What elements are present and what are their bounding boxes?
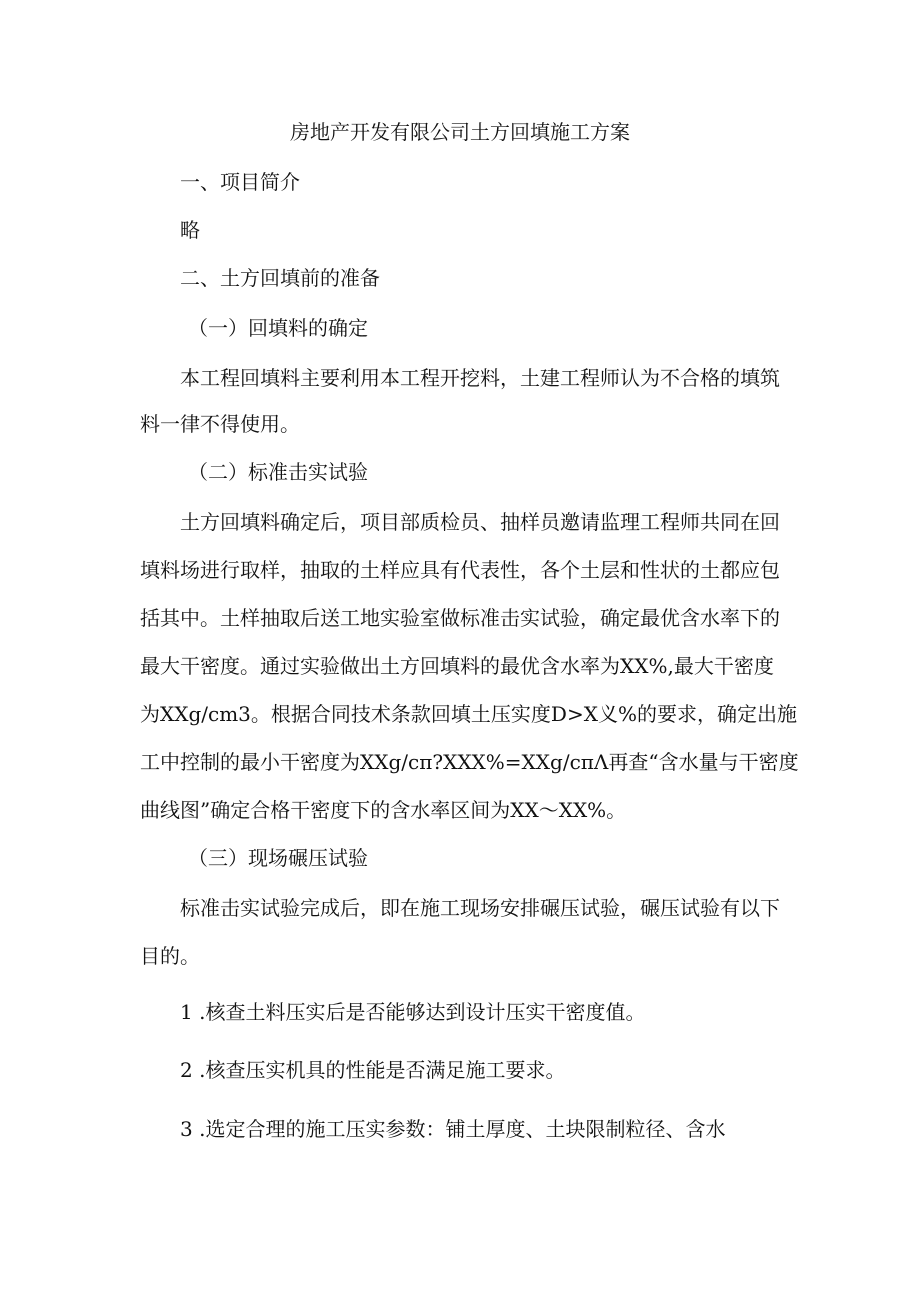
section-body-1: 略 [180,218,200,242]
paragraph-line: 最大干密度。通过实验做出土方回填料的最优含水率为XX%,最大干密度 [140,654,774,678]
paragraph-line: 土方回填料确定后，项目部质检员、抽样员邀请监理工程师共同在回 [180,510,780,534]
section-heading-1: 一、项目简介 [180,170,300,194]
document-title: 房地产开发有限公司土方回填施工方案 [290,120,630,144]
section-heading-2: 二、土方回填前的准备 [180,266,380,290]
paragraph-line: 料一律不得使用。 [140,412,300,436]
subsection-heading-3: （三）现场碾压试验 [188,846,368,870]
subsection-heading-2: （二）标准击实试验 [188,460,368,484]
list-item-3: 3 .选定合理的施工压实参数：铺土厚度、土块限制粒径、含水 [180,1117,726,1141]
paragraph-line: 标准击实试验完成后，即在施工现场安排碾压试验，碾压试验有以下 [180,896,780,920]
paragraph-line: 目的。 [140,944,200,968]
paragraph-line: 填料场进行取样，抽取的土样应具有代表性，各个土层和性状的土都应包 [140,558,780,582]
paragraph-line: 曲线图”确定合格干密度下的含水率区间为XX〜XX%。 [140,798,627,822]
paragraph-line: 工中控制的最小干密度为XXg∕cπ?XXX%=XXg∕cπΛ再查“含水量与干密度 [140,750,799,774]
paragraph-line: 括其中。土样抽取后送工地实验室做标准击实试验，确定最优含水率下的 [140,606,780,630]
paragraph-line: 本工程回填料主要利用本工程开挖料，土建工程师认为不合格的填筑 [180,366,780,390]
subsection-heading-1: （一）回填料的确定 [188,316,368,340]
list-item-2: 2 .核查压实机具的性能是否满足施工要求。 [180,1058,566,1082]
list-item-1: 1 .核查土料压实后是否能够达到设计压实干密度值。 [180,1000,646,1024]
paragraph-line: 为XXg/cm3。根据合同技术条款回填土压实度D>X义%的要求，确定出施 [140,702,797,726]
